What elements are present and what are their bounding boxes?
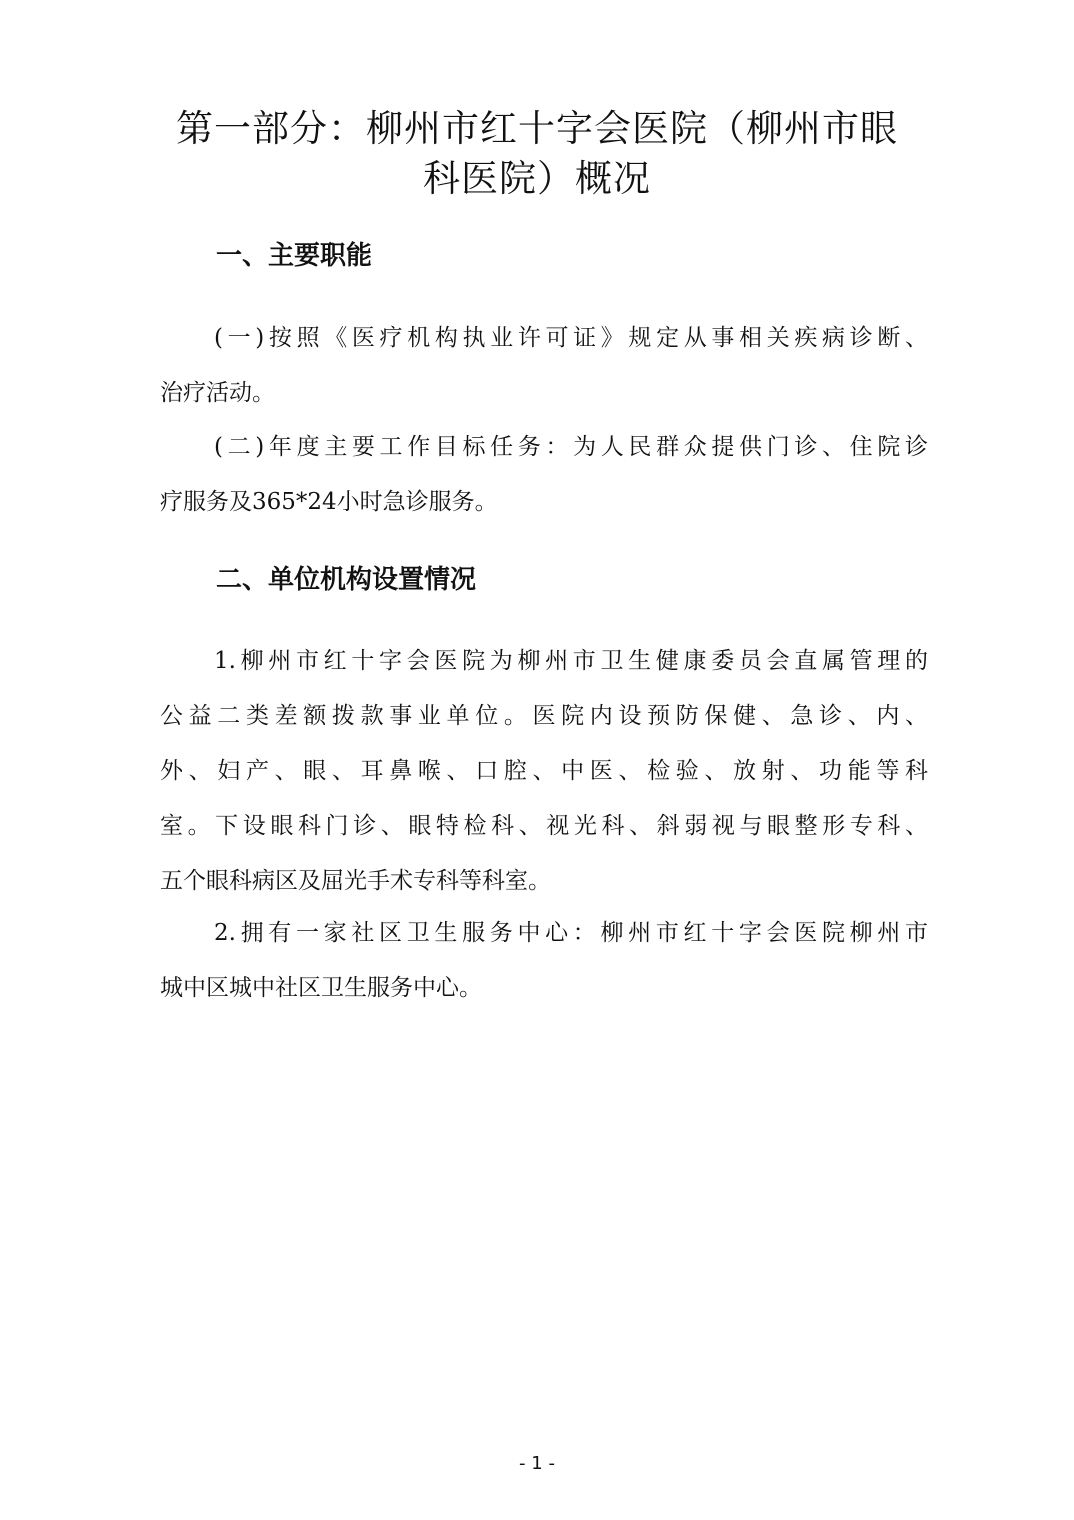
paragraph-line: 外、妇产、眼、耳鼻喉、口腔、中医、检验、放射、功能等科 xyxy=(160,758,928,784)
paragraph-line: 城中区城中社区卫生服务中心。 xyxy=(160,975,482,1001)
paragraph-function-2 xyxy=(160,420,928,530)
paragraph-line: 疗服务及365*24小时急诊服务。 xyxy=(160,489,498,515)
paragraph-line: 1.柳州市红十字会医院为柳州市卫生健康委员会直属管理的 xyxy=(214,648,928,674)
paragraph-line: 五个眼科病区及屈光手术专科等科室。 xyxy=(160,868,551,894)
page-title xyxy=(100,104,974,204)
page-number: - 1 - xyxy=(519,1453,555,1474)
paragraph-line: 公益二类差额拨款事业单位。医院内设预防保健、急诊、内、 xyxy=(160,703,928,729)
paragraph-line: 治疗活动。 xyxy=(160,380,275,406)
title-line-1: 第一部分：柳州市红十字会医院（柳州市眼 xyxy=(176,107,898,150)
paragraph-organization-1 xyxy=(160,634,928,909)
section-heading-organization: 二、单位机构设置情况 xyxy=(216,565,477,595)
paragraph-function-1 xyxy=(160,311,928,421)
paragraph-line: 2.拥有一家社区卫生服务中心：柳州市红十字会医院柳州市 xyxy=(214,920,928,946)
title-line-2: 科医院）概况 xyxy=(423,157,651,200)
paragraph-organization-2 xyxy=(160,906,928,1016)
paragraph-line: 室。下设眼科门诊、眼特检科、视光科、斜弱视与眼整形专科、 xyxy=(160,813,928,839)
paragraph-line: (二)年度主要工作目标任务：为人民群众提供门诊、住院诊 xyxy=(214,434,928,460)
section-heading-main-functions: 一、主要职能 xyxy=(216,241,373,271)
paragraph-line: (一)按照《医疗机构执业许可证》规定从事相关疾病诊断、 xyxy=(214,325,928,351)
